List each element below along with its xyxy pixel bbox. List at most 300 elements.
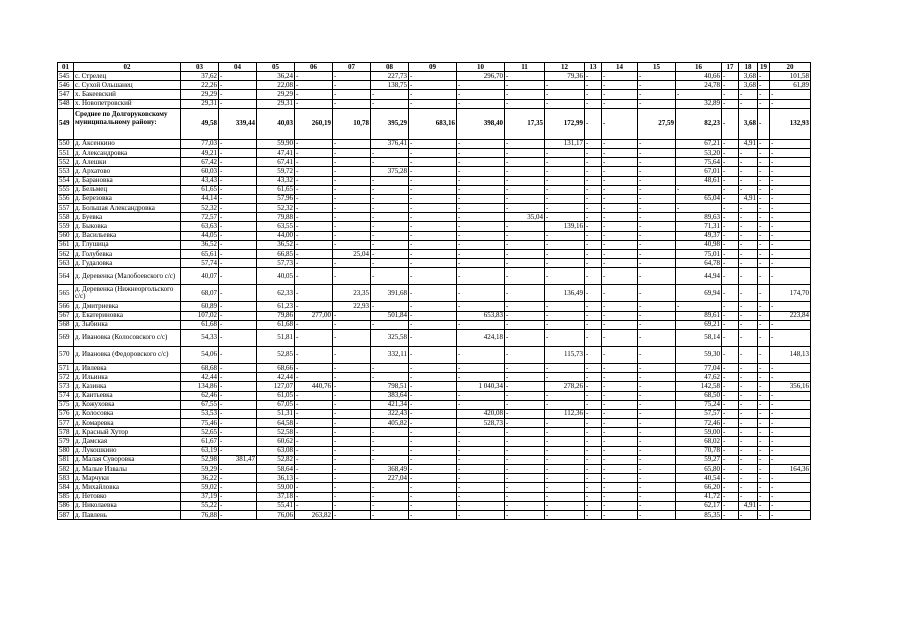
column-header: 20 (770, 63, 811, 72)
value-cell: 101,58 (770, 72, 811, 81)
column-header: 18 (739, 63, 758, 72)
value-cell: 29,29 (181, 90, 219, 99)
value-cell: - (770, 363, 811, 372)
value-cell: - (505, 99, 545, 108)
value-cell: - (219, 213, 257, 222)
value-cell: - (505, 139, 545, 148)
value-cell: 3,68 (739, 108, 758, 139)
value-cell: - (722, 428, 739, 437)
value-cell: - (371, 446, 409, 455)
value-cell: - (333, 167, 371, 176)
value-cell: 164,36 (770, 465, 811, 474)
settlement-name-cell: д. Гудаловка (74, 259, 181, 268)
value-cell: - (739, 474, 758, 483)
value-cell: - (295, 240, 333, 249)
value-cell: - (333, 474, 371, 483)
settlement-name-cell: д. Большая Александровка (74, 204, 181, 213)
value-cell: - (409, 259, 457, 268)
value-cell: - (333, 382, 371, 391)
value-cell: - (739, 285, 758, 302)
value-cell: - (758, 320, 770, 329)
value-cell: 132,93 (770, 108, 811, 139)
value-cell: - (545, 428, 585, 437)
value-cell: - (739, 363, 758, 372)
value-cell: - (333, 268, 371, 285)
table-row (58, 158, 811, 167)
table-row (58, 108, 811, 139)
value-cell: 22,08 (257, 81, 295, 90)
value-cell: 58,64 (257, 465, 295, 474)
value-cell: - (722, 346, 739, 363)
value-cell: - (638, 474, 676, 483)
value-cell: - (457, 373, 505, 382)
value-cell: - (219, 240, 257, 249)
value-cell: - (722, 139, 739, 148)
value-cell: - (295, 81, 333, 90)
settlement-name-cell: х. Бакеевский (74, 90, 181, 99)
value-cell: - (722, 363, 739, 372)
value-cell: 421,34 (371, 400, 409, 409)
value-cell: - (505, 419, 545, 428)
value-cell: - (602, 81, 638, 90)
value-cell: - (758, 90, 770, 99)
value-cell: - (505, 455, 545, 464)
value-cell: - (638, 437, 676, 446)
value-cell: 4,91 (739, 194, 758, 203)
column-header: 06 (295, 63, 333, 72)
value-cell: - (457, 483, 505, 492)
value-cell: - (722, 501, 739, 510)
value-cell: - (770, 99, 811, 108)
value-cell: - (585, 231, 602, 240)
value-cell: - (333, 148, 371, 157)
value-cell: 69,21 (676, 320, 722, 329)
value-cell: - (295, 204, 333, 213)
value-cell: 23,35 (333, 285, 371, 302)
value-cell: - (739, 231, 758, 240)
table-row (58, 419, 811, 428)
value-cell: 29,31 (257, 99, 295, 108)
column-header: 17 (722, 63, 739, 72)
value-cell: - (219, 259, 257, 268)
value-cell: - (219, 446, 257, 455)
value-cell: - (295, 259, 333, 268)
value-cell: - (770, 158, 811, 167)
value-cell: - (638, 501, 676, 510)
value-cell: 260,19 (295, 108, 333, 139)
value-cell: - (505, 446, 545, 455)
value-cell: 134,86 (181, 382, 219, 391)
value-cell: 52,58 (257, 428, 295, 437)
value-cell: 29,31 (181, 99, 219, 108)
value-cell: - (457, 465, 505, 474)
value-cell: - (770, 259, 811, 268)
table-row (58, 72, 811, 81)
value-cell: - (770, 240, 811, 249)
table-row (58, 139, 811, 148)
table-row (58, 302, 811, 311)
value-cell: - (219, 400, 257, 409)
value-cell: - (409, 492, 457, 501)
value-cell: 296,70 (457, 72, 505, 81)
value-cell: 24,78 (676, 81, 722, 90)
row-number-cell: 584 (58, 483, 74, 492)
value-cell: - (602, 483, 638, 492)
settlement-name-cell: х. Новопетровский (74, 99, 181, 108)
value-cell: - (770, 213, 811, 222)
value-cell: 4,91 (739, 501, 758, 510)
value-cell: 51,81 (257, 329, 295, 346)
value-cell: - (770, 90, 811, 99)
value-cell: - (333, 204, 371, 213)
value-cell: 391,68 (371, 285, 409, 302)
value-cell: - (219, 329, 257, 346)
value-cell: - (295, 465, 333, 474)
value-cell: 683,16 (409, 108, 457, 139)
value-cell: 66,20 (676, 483, 722, 492)
value-cell: 75,46 (181, 419, 219, 428)
value-cell: - (505, 320, 545, 329)
value-cell: - (333, 72, 371, 81)
value-cell: - (602, 409, 638, 418)
value-cell: - (457, 99, 505, 108)
value-cell: - (770, 250, 811, 259)
value-cell: 52,98 (181, 455, 219, 464)
value-cell: - (505, 302, 545, 311)
value-cell: - (602, 108, 638, 139)
value-cell: - (739, 204, 758, 213)
value-cell: - (602, 268, 638, 285)
value-cell: - (457, 391, 505, 400)
row-number-cell: 575 (58, 400, 74, 409)
table-row (58, 346, 811, 363)
value-cell: - (371, 428, 409, 437)
value-cell: 54,06 (181, 346, 219, 363)
column-header: 07 (333, 63, 371, 72)
value-cell: - (758, 213, 770, 222)
value-cell: - (457, 437, 505, 446)
value-cell: - (409, 81, 457, 90)
value-cell: - (585, 455, 602, 464)
value-cell: - (758, 99, 770, 108)
settlement-name-cell: д. Ильинка (74, 373, 181, 382)
row-number-cell: 582 (58, 465, 74, 474)
value-cell: - (676, 90, 722, 99)
value-cell: 85,35 (676, 510, 722, 519)
value-cell: - (295, 72, 333, 81)
value-cell: 227,04 (371, 474, 409, 483)
table-row (58, 250, 811, 259)
value-cell: 43,32 (257, 176, 295, 185)
column-header: 12 (545, 63, 585, 72)
value-cell: 55,22 (181, 501, 219, 510)
value-cell: - (295, 419, 333, 428)
value-cell: - (638, 302, 676, 311)
value-cell: - (295, 90, 333, 99)
value-cell: - (722, 510, 739, 519)
value-cell: - (219, 139, 257, 148)
value-cell: - (409, 373, 457, 382)
value-cell: 35,04 (505, 213, 545, 222)
settlement-name-cell: д. Казинка (74, 382, 181, 391)
value-cell: 25,04 (333, 250, 371, 259)
value-cell: - (545, 99, 585, 108)
value-cell: - (545, 176, 585, 185)
value-cell: - (333, 194, 371, 203)
value-cell: - (758, 409, 770, 418)
value-cell: - (333, 139, 371, 148)
value-cell: - (371, 320, 409, 329)
value-cell: - (333, 311, 371, 320)
value-cell: - (295, 409, 333, 418)
value-cell: 59,27 (676, 455, 722, 464)
value-cell: - (585, 240, 602, 249)
value-cell: - (722, 446, 739, 455)
value-cell: - (676, 185, 722, 194)
value-cell: - (219, 285, 257, 302)
value-cell: 138,75 (371, 81, 409, 90)
value-cell: - (219, 492, 257, 501)
column-header: 04 (219, 63, 257, 72)
value-cell: - (739, 465, 758, 474)
value-cell: - (545, 492, 585, 501)
value-cell: - (333, 90, 371, 99)
value-cell: - (505, 492, 545, 501)
value-cell: - (409, 501, 457, 510)
settlement-name-cell: д. Барановка (74, 176, 181, 185)
value-cell: 67,55 (181, 400, 219, 409)
value-cell: - (739, 492, 758, 501)
value-cell: - (545, 302, 585, 311)
row-number-cell: 546 (58, 81, 74, 90)
value-cell: - (739, 259, 758, 268)
value-cell: 59,72 (257, 167, 295, 176)
value-cell: - (505, 483, 545, 492)
value-cell: - (219, 204, 257, 213)
value-cell: - (409, 148, 457, 157)
value-cell: - (333, 329, 371, 346)
value-cell: - (371, 176, 409, 185)
value-cell: - (739, 391, 758, 400)
value-cell: - (722, 167, 739, 176)
value-cell: - (457, 90, 505, 99)
value-cell: - (505, 373, 545, 382)
value-cell: 61,68 (181, 320, 219, 329)
value-cell: - (333, 99, 371, 108)
row-number-cell: 583 (58, 474, 74, 483)
value-cell: 395,29 (371, 108, 409, 139)
value-cell: - (371, 363, 409, 372)
value-cell: - (638, 382, 676, 391)
value-cell: - (758, 446, 770, 455)
value-cell: 174,70 (770, 285, 811, 302)
value-cell: 653,83 (457, 311, 505, 320)
value-cell: - (722, 465, 739, 474)
value-cell: - (505, 158, 545, 167)
value-cell: - (295, 213, 333, 222)
value-cell: - (585, 302, 602, 311)
value-cell: - (722, 72, 739, 81)
value-cell: - (722, 99, 739, 108)
value-cell: - (219, 483, 257, 492)
value-cell: - (371, 194, 409, 203)
row-number-cell: 570 (58, 346, 74, 363)
value-cell: - (219, 373, 257, 382)
value-cell: - (333, 501, 371, 510)
column-header: 13 (585, 63, 602, 72)
settlement-name-cell: д. Комаревка (74, 419, 181, 428)
value-cell: 59,29 (181, 465, 219, 474)
row-number-cell: 563 (58, 259, 74, 268)
value-cell: - (602, 231, 638, 240)
value-cell: - (722, 400, 739, 409)
value-cell: - (602, 72, 638, 81)
value-cell: 61,89 (770, 81, 811, 90)
value-cell: - (333, 492, 371, 501)
value-cell: - (295, 268, 333, 285)
value-cell: - (219, 302, 257, 311)
value-cell: - (371, 185, 409, 194)
value-cell: - (770, 148, 811, 157)
row-number-cell: 573 (58, 382, 74, 391)
settlement-name-cell: д. Березовка (74, 194, 181, 203)
column-header: 14 (602, 63, 638, 72)
column-header: 10 (457, 63, 505, 72)
table-row (58, 231, 811, 240)
value-cell: 1 040,34 (457, 382, 505, 391)
value-cell: - (219, 320, 257, 329)
value-cell: 381,47 (219, 455, 257, 464)
value-cell: 61,65 (181, 185, 219, 194)
value-cell: - (638, 400, 676, 409)
value-cell: - (545, 474, 585, 483)
value-cell: - (722, 81, 739, 90)
table-row (58, 90, 811, 99)
value-cell: 68,50 (676, 391, 722, 400)
value-cell: 79,86 (257, 311, 295, 320)
settlement-name-cell: с. Сухой Ольшанец (74, 81, 181, 90)
table-row (58, 382, 811, 391)
value-cell: - (545, 231, 585, 240)
value-cell: 44,14 (181, 194, 219, 203)
value-cell: 798,51 (371, 382, 409, 391)
value-cell: - (585, 510, 602, 519)
row-number-cell: 580 (58, 446, 74, 455)
value-cell: - (585, 363, 602, 372)
value-cell: 51,31 (257, 409, 295, 418)
column-header: 15 (638, 63, 676, 72)
value-cell: 65,61 (181, 250, 219, 259)
value-cell: - (371, 204, 409, 213)
value-cell: 3,68 (739, 72, 758, 81)
value-cell: 131,17 (545, 139, 585, 148)
value-cell: - (457, 148, 505, 157)
value-cell: - (722, 268, 739, 285)
value-cell: - (638, 222, 676, 231)
value-cell: - (333, 446, 371, 455)
value-cell: - (585, 148, 602, 157)
value-cell: - (219, 250, 257, 259)
value-cell: - (545, 465, 585, 474)
value-cell: - (585, 285, 602, 302)
value-cell: 64,78 (676, 259, 722, 268)
column-header: 01 (58, 63, 74, 72)
value-cell: - (585, 72, 602, 81)
value-cell: - (457, 259, 505, 268)
value-cell: - (638, 428, 676, 437)
value-cell: 62,33 (257, 285, 295, 302)
value-cell: - (770, 483, 811, 492)
settlement-name-cell: д. Колосовка (74, 409, 181, 418)
value-cell: - (602, 285, 638, 302)
value-cell: 59,00 (676, 428, 722, 437)
value-cell: - (722, 391, 739, 400)
row-number-cell: 562 (58, 250, 74, 259)
value-cell: - (545, 455, 585, 464)
value-cell: - (770, 268, 811, 285)
settlement-name-cell: д. Михайловка (74, 483, 181, 492)
value-cell: - (638, 250, 676, 259)
value-cell: - (457, 194, 505, 203)
settlement-name-cell: д. Малые Извалы (74, 465, 181, 474)
value-cell: - (219, 363, 257, 372)
value-cell: - (295, 428, 333, 437)
row-number-cell: 585 (58, 492, 74, 501)
row-number-cell: 549 (58, 108, 74, 139)
value-cell: - (585, 419, 602, 428)
value-cell: - (295, 148, 333, 157)
value-cell: - (770, 176, 811, 185)
value-cell: 22,93 (333, 302, 371, 311)
value-cell: 440,76 (295, 382, 333, 391)
value-cell: 398,40 (457, 108, 505, 139)
column-header: 03 (181, 63, 219, 72)
value-cell: - (758, 346, 770, 363)
value-cell: 61,23 (257, 302, 295, 311)
value-cell: - (722, 213, 739, 222)
value-cell: 79,36 (545, 72, 585, 81)
table-row (58, 363, 811, 372)
value-cell: - (457, 185, 505, 194)
value-cell: - (409, 409, 457, 418)
value-cell: - (638, 158, 676, 167)
value-cell: - (770, 185, 811, 194)
value-cell: - (722, 474, 739, 483)
value-cell: - (758, 167, 770, 176)
value-cell: - (545, 167, 585, 176)
table-row (58, 81, 811, 90)
settlement-name-cell: д. Аксенкино (74, 139, 181, 148)
value-cell: - (333, 465, 371, 474)
value-cell: - (545, 446, 585, 455)
value-cell: - (219, 194, 257, 203)
value-cell: - (295, 302, 333, 311)
row-number-cell: 581 (58, 455, 74, 464)
value-cell: 115,73 (545, 346, 585, 363)
settlement-name-cell: д. Дамская (74, 437, 181, 446)
value-cell: - (545, 329, 585, 346)
value-cell: - (409, 446, 457, 455)
value-cell: - (545, 204, 585, 213)
value-cell: 142,58 (676, 382, 722, 391)
value-cell: - (371, 158, 409, 167)
value-cell: 278,26 (545, 382, 585, 391)
value-cell: - (505, 346, 545, 363)
table-row (58, 99, 811, 108)
value-cell: - (545, 373, 585, 382)
value-cell: - (505, 400, 545, 409)
value-cell: - (295, 176, 333, 185)
